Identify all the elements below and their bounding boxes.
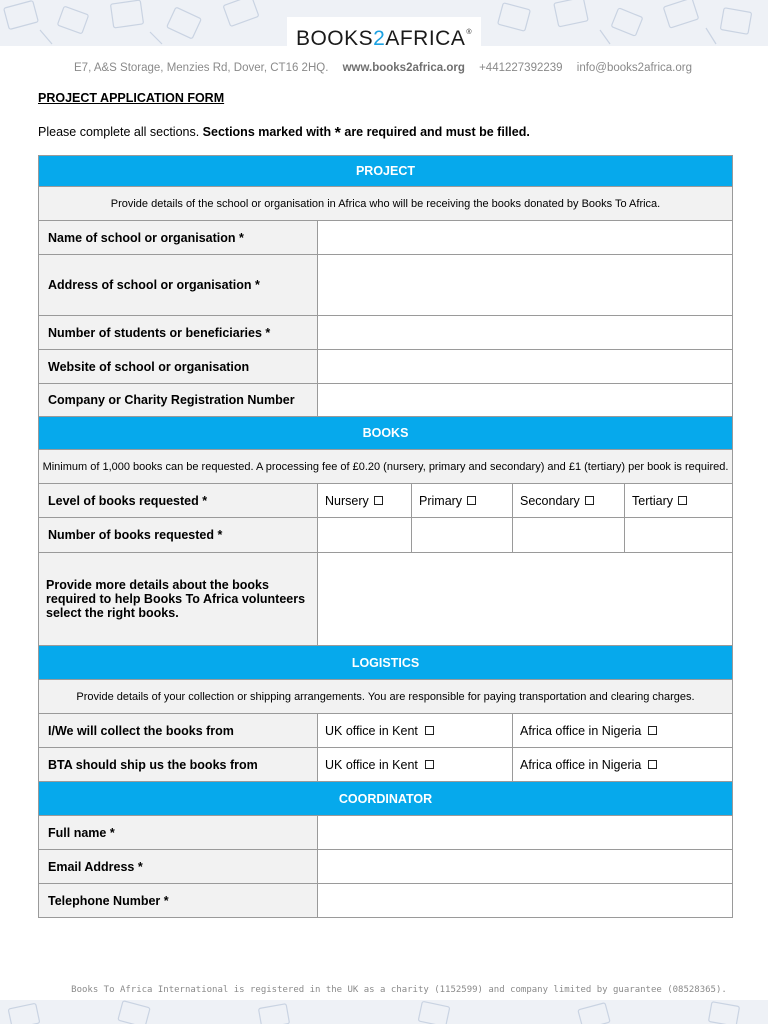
field-row-book-details <box>38 553 733 646</box>
level-option-tertiary[interactable] <box>625 484 732 517</box>
field-row-book-count <box>38 518 733 553</box>
students-label: Number of students or beneficiaries * <box>39 316 318 349</box>
checkbox-icon[interactable] <box>467 496 476 505</box>
level-secondary-label: Secondary <box>520 493 580 508</box>
book-count-nursery-input[interactable] <box>318 518 412 552</box>
phone-text: +441227392239 <box>479 62 563 74</box>
field-row-school-address <box>38 255 733 316</box>
project-note: Provide details of the school or organisation in Africa who will be receiving the books donated by Books To Africa. <box>38 187 733 221</box>
logo-text-africa: AFRICA <box>385 27 466 50</box>
website-input[interactable] <box>318 350 732 383</box>
full-name-label: Full name * <box>39 816 318 849</box>
field-row-ship <box>38 748 733 782</box>
field-row-school-name <box>38 221 733 255</box>
collect-africa-label: Africa office in Nigeria <box>520 723 642 738</box>
ship-uk-label: UK office in Kent <box>325 757 418 772</box>
footer-text: Books To Africa International is registered in the UK as a charity (1152599) and company limited by guarantee (08528365). <box>71 985 727 995</box>
level-option-primary[interactable] <box>412 484 513 517</box>
intro-text <box>38 123 530 141</box>
email-label: Email Address * <box>39 850 318 883</box>
ship-option-africa[interactable] <box>513 748 732 781</box>
collect-label: I/We will collect the books from <box>39 714 318 747</box>
full-name-input[interactable] <box>318 816 732 849</box>
collect-option-uk[interactable] <box>318 714 513 747</box>
registration-input[interactable] <box>318 384 732 416</box>
level-option-nursery[interactable] <box>318 484 412 517</box>
school-name-label: Name of school or organisation * <box>39 221 318 254</box>
school-address-input[interactable] <box>318 255 732 315</box>
school-address-label: Address of school or organisation * <box>39 255 318 315</box>
checkbox-icon[interactable] <box>374 496 383 505</box>
contact-line <box>74 62 703 74</box>
school-name-input[interactable] <box>318 221 732 254</box>
level-option-secondary[interactable] <box>513 484 625 517</box>
registration-label: Company or Charity Registration Number <box>39 384 318 416</box>
intro-bold-a: Sections marked with <box>202 125 335 139</box>
website-label: Website of school or organisation <box>39 350 318 383</box>
field-row-email <box>38 850 733 884</box>
intro-plain: Please complete all sections. <box>38 125 203 139</box>
intro-bold-b: are required and must be filled. <box>340 125 530 139</box>
checkbox-icon[interactable] <box>648 726 657 735</box>
book-count-tertiary-input[interactable] <box>625 518 732 552</box>
website-link[interactable]: www.books2africa.org <box>342 62 465 74</box>
book-details-label: Provide more details about the books required to help Books To Africa volunteers select the right books. <box>39 553 318 645</box>
page-title: PROJECT APPLICATION FORM <box>38 91 225 105</box>
checkbox-icon[interactable] <box>648 760 657 769</box>
address-text: E7, A&S Storage, Menzies Rd, Dover, CT16 2HQ. <box>74 62 329 74</box>
telephone-input[interactable] <box>318 884 732 917</box>
field-row-registration <box>38 384 733 417</box>
email-input[interactable] <box>318 850 732 883</box>
level-primary-label: Primary <box>419 493 463 508</box>
field-row-book-level <box>38 484 733 518</box>
application-form <box>38 155 733 918</box>
level-nursery-label: Nursery <box>325 493 369 508</box>
checkbox-icon[interactable] <box>678 496 687 505</box>
email-link[interactable]: info@books2africa.org <box>576 62 693 74</box>
telephone-label: Telephone Number * <box>39 884 318 917</box>
ship-option-uk[interactable] <box>318 748 513 781</box>
logo-text-number: 2 <box>373 27 386 50</box>
footer-background <box>0 1000 768 1024</box>
field-row-full-name <box>38 816 733 850</box>
level-tertiary-label: Tertiary <box>632 493 673 508</box>
checkbox-icon[interactable] <box>425 760 434 769</box>
section-header-logistics: LOGISTICS <box>38 646 733 680</box>
collect-uk-label: UK office in Kent <box>325 723 418 738</box>
required-star: * <box>334 125 341 142</box>
section-header-coordinator: COORDINATOR <box>38 782 733 816</box>
book-count-primary-input[interactable] <box>412 518 513 552</box>
field-row-students <box>38 316 733 350</box>
ship-label: BTA should ship us the books from <box>39 748 318 781</box>
checkbox-icon[interactable] <box>425 726 434 735</box>
collect-option-africa[interactable] <box>513 714 732 747</box>
logo-text-books: BOOKS <box>295 27 374 50</box>
section-header-project: PROJECT <box>38 155 733 187</box>
book-pattern-decoration <box>0 1000 768 1024</box>
field-row-telephone <box>38 884 733 918</box>
ship-africa-label: Africa office in Nigeria <box>520 757 642 772</box>
book-details-input[interactable] <box>318 553 732 645</box>
checkbox-icon[interactable] <box>585 496 594 505</box>
book-level-label: Level of books requested * <box>39 484 318 517</box>
book-count-secondary-input[interactable] <box>513 518 625 552</box>
logo <box>287 17 481 61</box>
field-row-collect <box>38 714 733 748</box>
book-count-label: Number of books requested * <box>39 518 318 552</box>
registered-mark: ® <box>466 28 473 36</box>
students-input[interactable] <box>318 316 732 349</box>
logistics-note: Provide details of your collection or shipping arrangements. You are responsible for paying transportation and clearing charges. <box>38 680 733 714</box>
section-header-books: BOOKS <box>38 417 733 450</box>
field-row-website <box>38 350 733 384</box>
books-note: Minimum of 1,000 books can be requested. A processing fee of £0.20 (nursery, primary and secondary) and £1 (tertiary) per book is required. <box>38 450 733 484</box>
